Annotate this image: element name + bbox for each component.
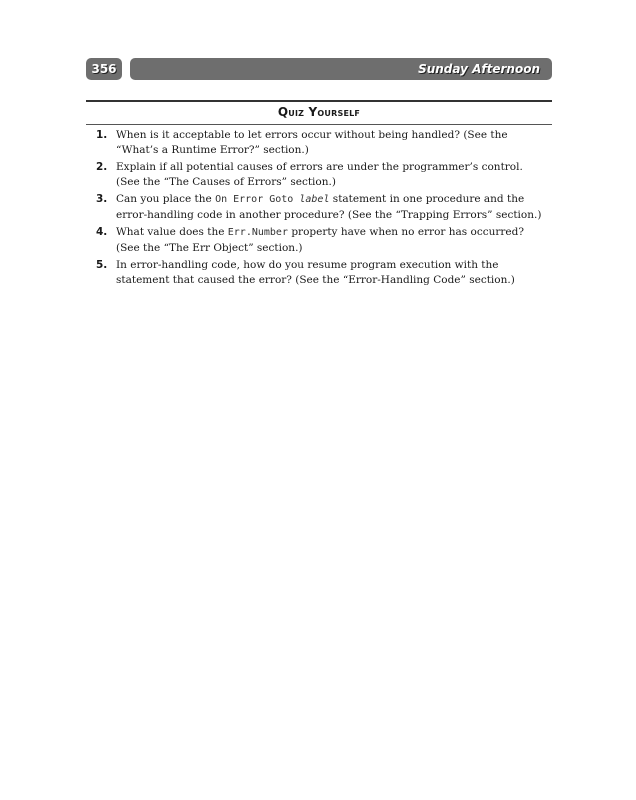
section-rule-top — [86, 100, 552, 102]
quiz-item-text-before: What value does the — [116, 226, 228, 238]
quiz-item-number: 4. — [96, 226, 108, 238]
quiz-item-number: 5. — [96, 259, 108, 271]
page-header — [86, 58, 552, 80]
section-title: Quiz Yourself — [277, 105, 361, 119]
quiz-item-text: When is it acceptable to let errors occur without being handled? (See the “What’s a Runtime Error?” section.) — [116, 129, 508, 156]
quiz-item-2 — [86, 160, 546, 189]
quiz-item-5 — [86, 258, 546, 287]
code-snippet: Err.Number — [227, 227, 288, 238]
quiz-item-number: 2. — [96, 161, 108, 173]
quiz-item-text: Explain if all potential causes of errors are under the programmer’s control. (See the “The Causes of Errors” section.) — [116, 161, 523, 188]
section-rule-bottom — [86, 124, 552, 125]
running-head: Sunday Afternoon — [130, 58, 552, 80]
code-snippet: On Error Goto — [215, 194, 300, 205]
page-number: 356 — [86, 58, 122, 80]
code-placeholder: label — [299, 194, 330, 205]
quiz-item-number: 1. — [96, 129, 108, 141]
quiz-item-3 — [86, 192, 546, 222]
quiz-item-text-before: Can you place the — [116, 193, 216, 205]
quiz-list — [86, 128, 546, 290]
quiz-item-text-after: statement in one procedure and the error-handling code in another procedure? (See the “Trapping Errors” section.) — [116, 193, 542, 221]
quiz-item-4 — [86, 225, 546, 255]
quiz-item-1 — [86, 128, 546, 157]
quiz-item-text: In error-handling code, how do you resume program execution with the statement that caused the error? (See the “Error-Handling Code” section.) — [116, 259, 515, 286]
quiz-item-text-after: property have when no error has occurred? (See the “The Err Object” section.) — [116, 226, 524, 254]
quiz-item-number: 3. — [96, 193, 108, 205]
